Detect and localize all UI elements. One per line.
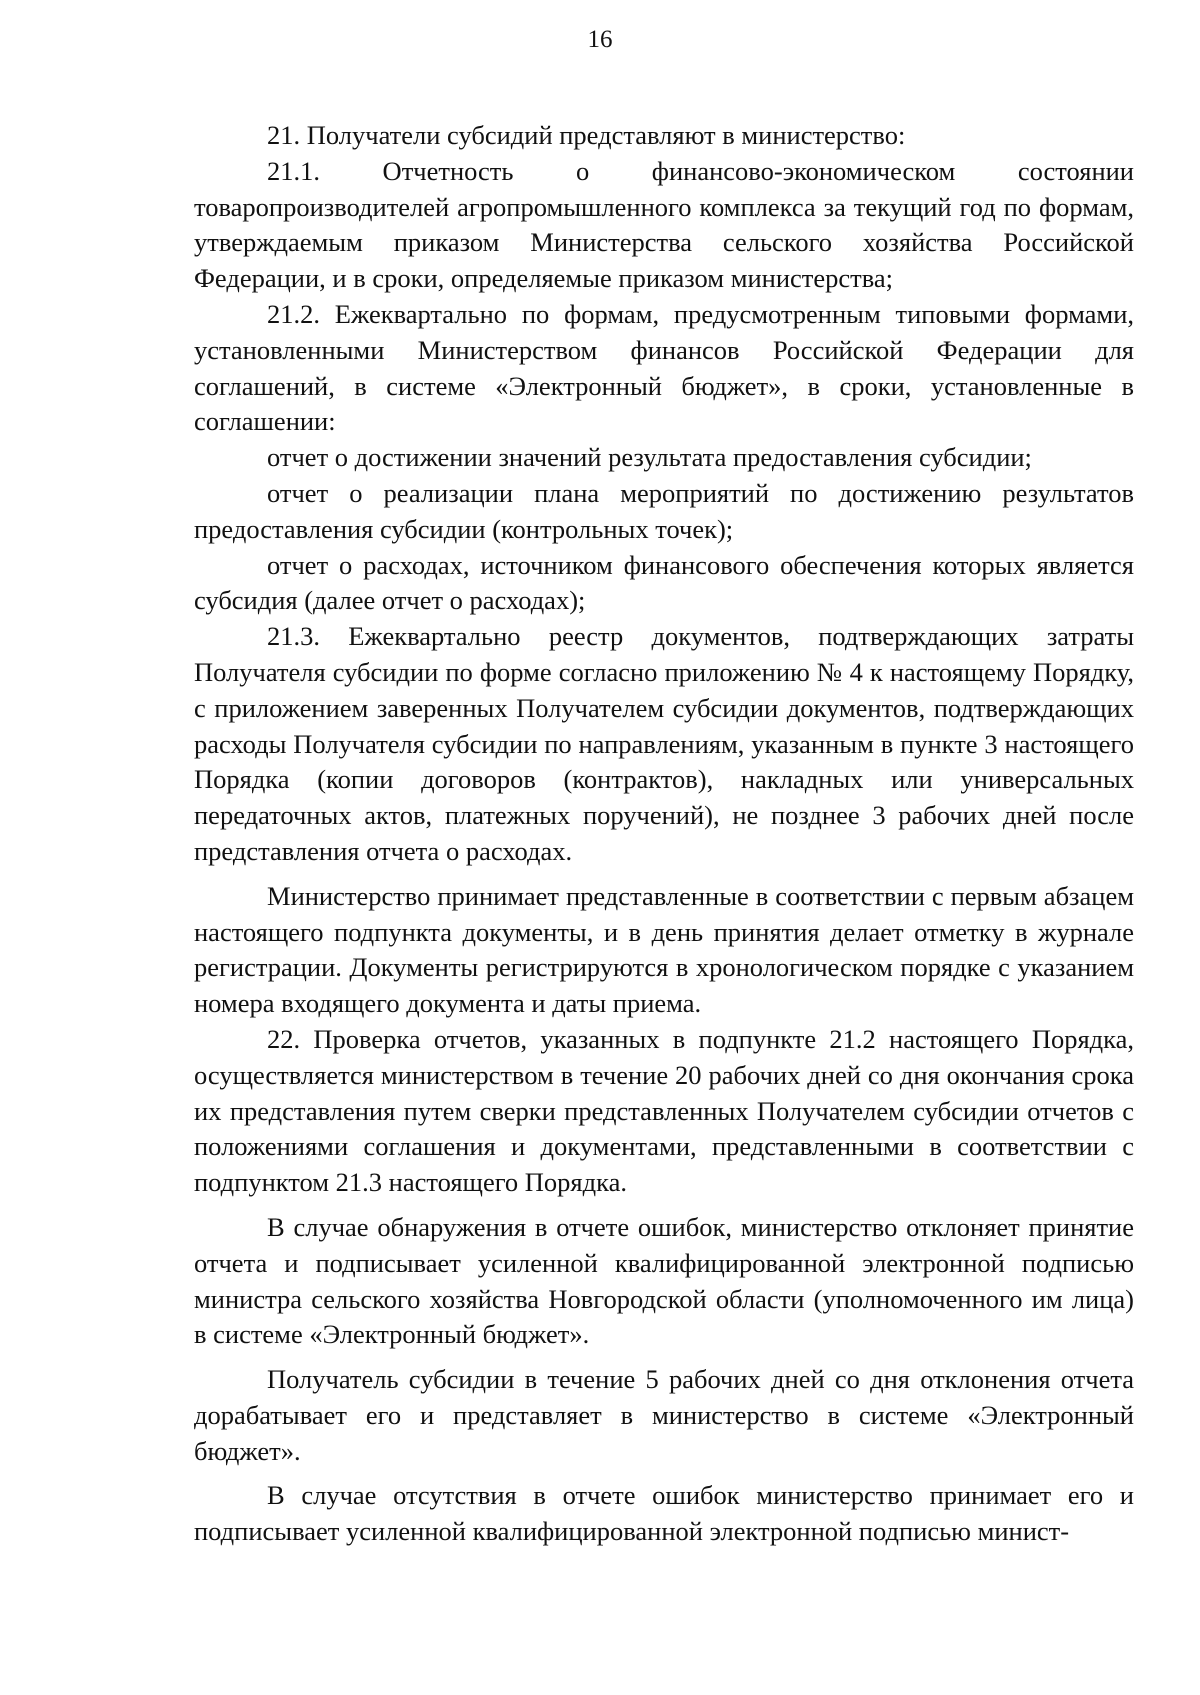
paragraph-ministry-acceptance: Министерство принимает представленные в соответствии с первым абзацем настоящего подпункта документы, и в день принятия делает отметку в журнале регистрации. Документы регистрируются в хронологическом порядке с указанием номера входящего документа и даты приема. <box>194 880 1134 1019</box>
paragraph-22: 22. Проверка отчетов, указанных в подпункте 21.2 настоящего Порядка, осуществляется министерством в течение 20 рабочих дней со дня окончания срока их представления путем сверки представленных Получателем субсидии отчетов с положениями соглашения и документами, представленными в соответствии с подпунктом 21.3 настоящего Порядка. <box>194 1023 1134 1198</box>
paragraph-21-2: 21.2. Ежеквартально по формам, предусмотренным типовыми формами, установленными Министерством финансов Российской Федерации для соглашений, в системе «Электронный бюджет», в сроки, установленные в соглашении: <box>194 298 1134 437</box>
list-item-report-expenses: отчет о расходах, источником финансового обеспечения которых является субсидия (далее отчет о расходах); <box>194 549 1134 616</box>
paragraph-no-errors: В случае отсутствия в отчете ошибок министерство принимает его и подписывает усиленной квалифицированной электронной подписью минист- <box>194 1480 1134 1547</box>
paragraph-errors-found: В случае обнаружения в отчете ошибок, министерство отклоняет принятие отчета и подписывает усиленной квалифицированной электронной подписью министра сельского хозяйства Новгородской области (уполномоченного им лица) в системе «Электронный бюджет». <box>194 1211 1134 1350</box>
paragraph-21: 21. Получатели субсидий представляют в министерство: <box>267 120 906 150</box>
paragraph-21-3: 21.3. Ежеквартально реестр документов, подтверждающих затраты Получателя субсидии по форме согласно приложению № 4 к настоящему Порядку, с приложением заверенных Получателем субсидии документов, подтверждающих расходы Получателя субсидии по направлениям, указанным в пункте 3 настоящего Порядка (копии договоров (контрактов), накладных или универсальных передаточных актов, платежных поручений), не позднее 3 рабочих дней после представления отчета о расходах. <box>194 621 1134 866</box>
list-item-report-plan: отчет о реализации плана мероприятий по достижению результатов предоставления субсидии (контрольных точек); <box>194 477 1134 544</box>
list-item-report-results: отчет о достижении значений результата предоставления субсидии; <box>267 442 1032 473</box>
document-body <box>194 118 1134 1550</box>
paragraph-recipient-revision: Получатель субсидии в течение 5 рабочих дней со дня отклонения отчета дорабатывает его и представляет в министерство в системе «Электронный бюджет». <box>194 1364 1134 1466</box>
paragraph-21-1: 21.1. Отчетность о финансово-экономическом состоянии товаропроизводителей агропромышленного комплекса за текущий год по формам, утверждаемым приказом Министерства сельского хозяйства Российской Федерации, и в сроки, определяемые приказом министерства; <box>194 155 1134 294</box>
page-number: 16 <box>587 26 613 53</box>
